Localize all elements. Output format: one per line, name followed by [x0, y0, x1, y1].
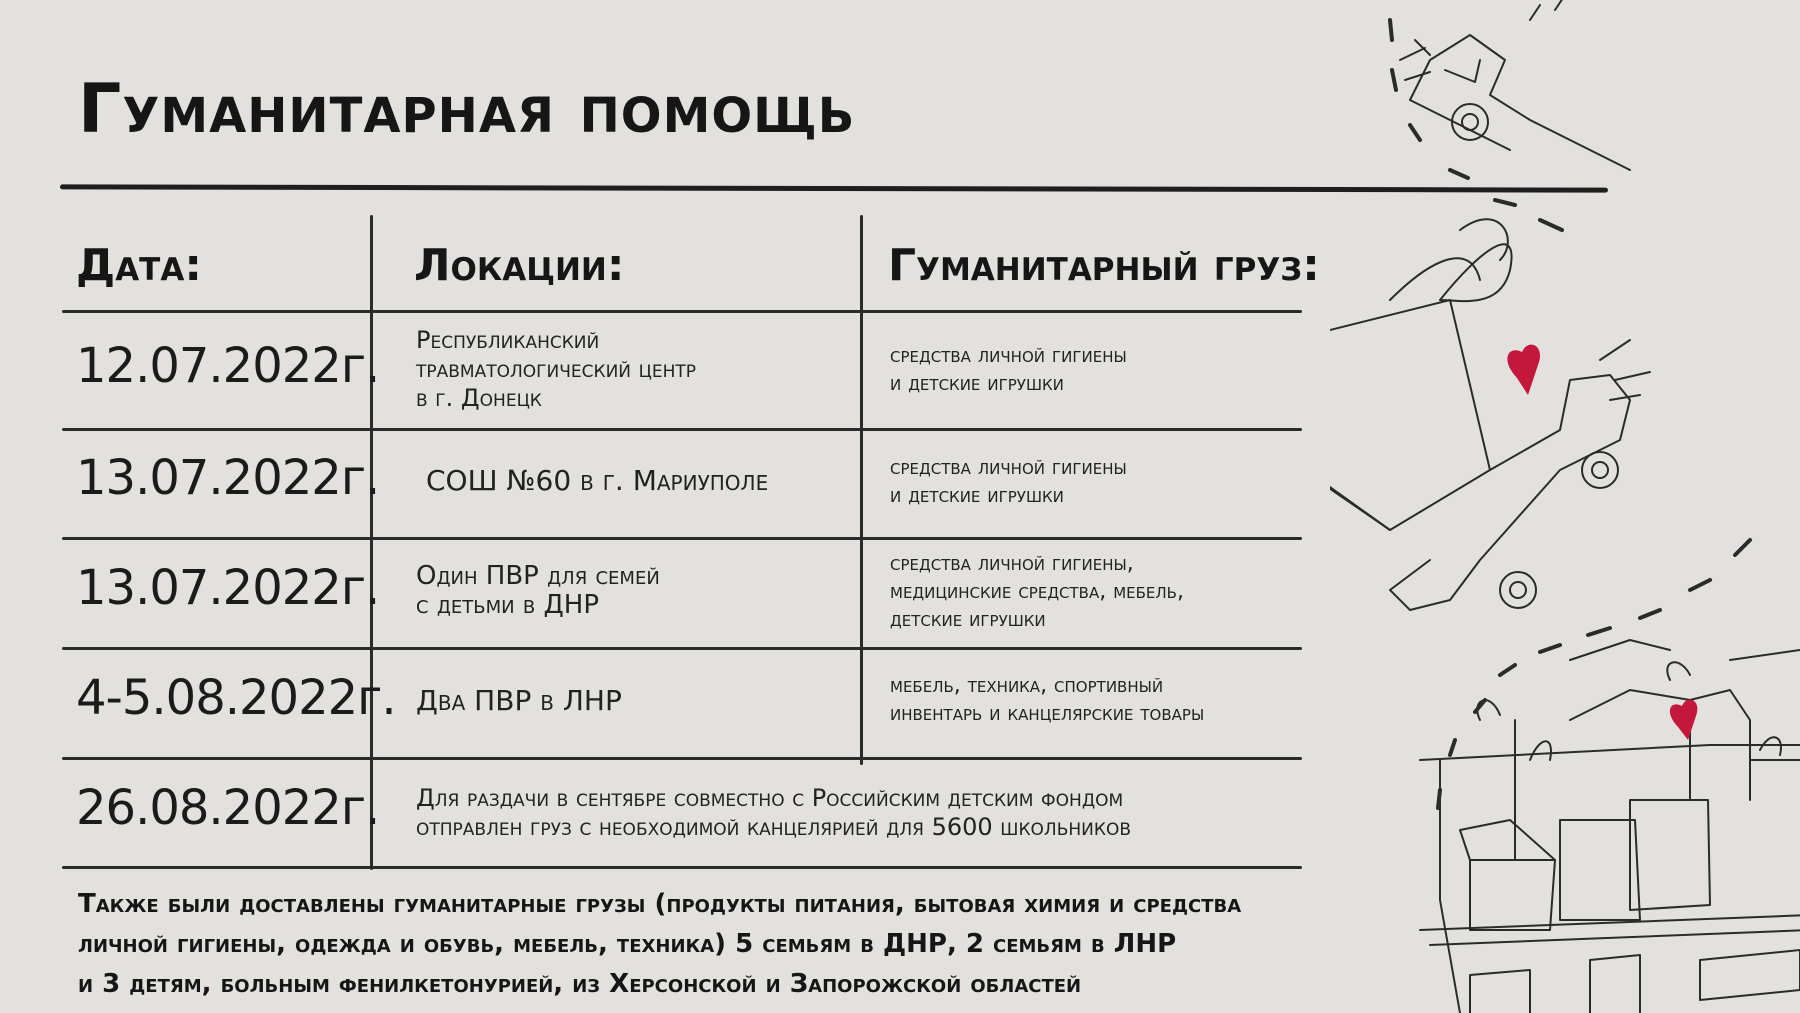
page-title: Гуманитарная помощь: [78, 70, 856, 149]
header-date: Дата:: [76, 240, 202, 291]
row-1-date: 12.07.2022г.: [76, 338, 380, 394]
row-4-date: 4-5.08.2022г.: [76, 670, 396, 726]
heart-icon: [1507, 345, 1540, 395]
row-4-cargo: мебель, техника, спортивный инвентарь и канцелярские товары: [890, 673, 1205, 726]
row-3-location: Один ПВР для семей с детьми в ДНР: [416, 561, 660, 620]
row-2-date: 13.07.2022г.: [76, 450, 380, 506]
row-3-cargo: средства личной гигиены, медицинские средства, мебель, детские игрушки: [890, 551, 1184, 632]
row-1-cargo: средства личной гигиены и детские игрушки: [890, 343, 1127, 396]
footer-note: Также были доставлены гуманитарные грузы (продукты питания, бытовая химия и средства личной гигиены, одежда и обувь, мебель, техника) 5 семьям в ДНР, 2 семьям в ЛНР и 3 детям, больным фенилкетонурией, из Херсонской и Запорожской областей: [78, 889, 1242, 999]
header-cargo: Гуманитарный груз:: [888, 240, 1320, 291]
row-divider-5: [62, 866, 1302, 869]
gift-box-truck-icon: [1330, 219, 1650, 610]
row-2-cargo: средства личной гигиены и детские игрушки: [890, 455, 1127, 508]
row-divider-1: [62, 428, 1302, 431]
row-5-description: Для раздачи в сентябре совместно с Российским детским фондом отправлен груз с необходимой канцелярией для 5600 школьников: [416, 784, 1131, 841]
dashed-route: [1390, 20, 1750, 808]
row-divider-2: [62, 537, 1302, 540]
column-divider-1: [370, 215, 373, 870]
header-locations: Локации:: [414, 240, 625, 291]
row-1-location: Республиканский травматологический центр в г. Донецк: [416, 326, 696, 412]
row-5-date: 26.08.2022г.: [76, 780, 380, 836]
row-divider-4: [62, 757, 1302, 760]
decorative-illustration: [1330, 0, 1800, 1013]
row-2-location: СОШ №60 в г. Мариуполе: [426, 464, 769, 497]
house-with-gifts-icon: [1420, 640, 1800, 1013]
row-divider-3: [62, 647, 1302, 650]
heart-icon: [1670, 700, 1697, 740]
row-divider-header: [62, 310, 1302, 313]
delivery-truck-icon: [1400, 0, 1630, 170]
row-3-date: 13.07.2022г.: [76, 560, 380, 616]
row-4-location: Два ПВР в ЛНР: [416, 684, 622, 717]
